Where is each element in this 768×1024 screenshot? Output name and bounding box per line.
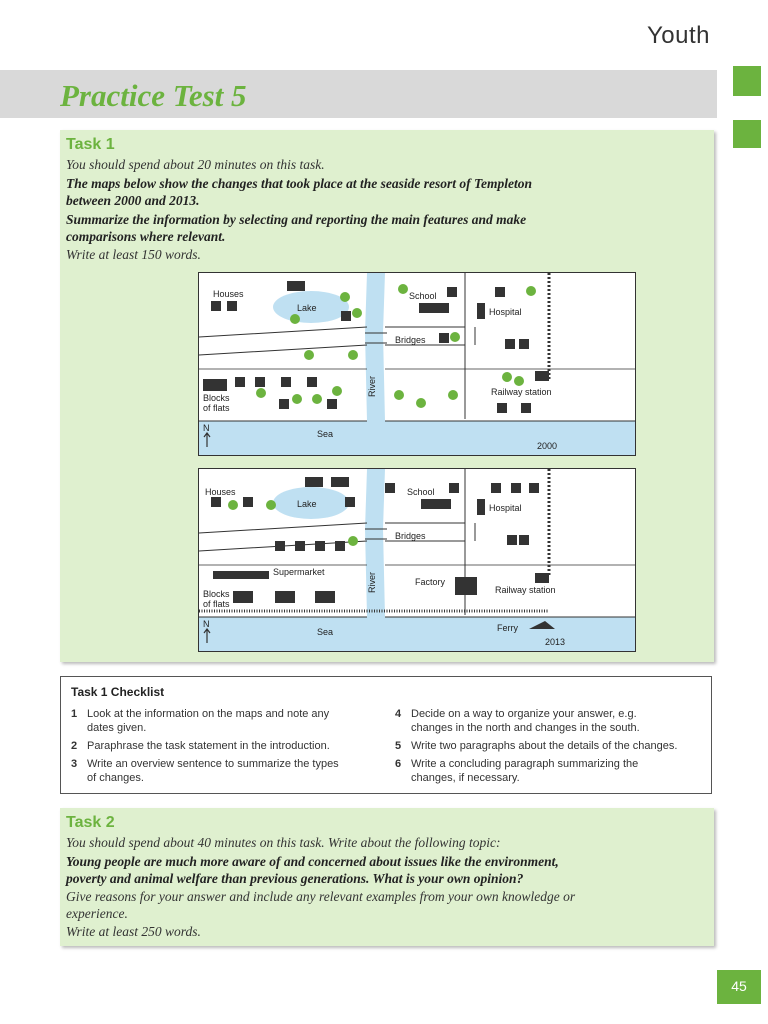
side-tab-marker xyxy=(733,66,761,96)
checklist-num: 4 xyxy=(395,708,402,720)
map-label-school: School xyxy=(409,291,437,301)
map-label-bridges: Bridges xyxy=(395,335,426,345)
checklist-item xyxy=(71,707,381,737)
checklist-num: 5 xyxy=(395,740,402,752)
checklist-text: of changes. xyxy=(87,772,144,784)
map-label-houses: Houses xyxy=(213,289,244,299)
task2-reasons: experience. xyxy=(66,906,128,921)
checklist-text: Write an overview sentence to summarize the types xyxy=(87,758,339,770)
checklist-item xyxy=(71,739,381,755)
map-label-lake: Lake xyxy=(297,303,317,313)
map-label-north: N xyxy=(203,423,210,433)
checklist-num: 2 xyxy=(71,740,78,752)
checklist-num: 3 xyxy=(71,758,78,770)
task1-prompt: comparisons where relevant. xyxy=(66,229,226,244)
map-label-houses: Houses xyxy=(205,487,236,497)
checklist-text: Paraphrase the task statement in the introduction. xyxy=(87,740,330,752)
map-label-lake: Lake xyxy=(297,499,317,509)
map-label-supermarket: Supermarket xyxy=(273,567,325,577)
checklist-text: changes, if necessary. xyxy=(411,772,520,784)
checklist-item xyxy=(71,757,381,787)
task2-word-count: Write at least 250 words. xyxy=(66,924,201,939)
side-tab-marker xyxy=(733,120,761,148)
checklist-text: Look at the information on the maps and note any xyxy=(87,708,330,720)
map-label-river: River xyxy=(367,571,377,593)
map-label-sea: Sea xyxy=(317,627,334,637)
task2-prompt: poverty and animal welfare than previous generations. What is your own opinion? xyxy=(66,871,524,886)
page-title: Practice Test 5 xyxy=(60,78,247,113)
task1-panel xyxy=(60,130,714,662)
map-label-railway: Railway station xyxy=(491,387,552,397)
checklist-text: dates given. xyxy=(87,722,147,734)
section-label: Youth xyxy=(646,22,710,49)
task1-heading: Task 1 xyxy=(66,136,115,153)
map-label-hospital: Hospital xyxy=(489,307,522,317)
task2-panel xyxy=(60,808,714,946)
map-label-north: N xyxy=(203,619,210,629)
map-label-flats: of flats xyxy=(203,599,230,609)
task1-prompt: between 2000 and 2013. xyxy=(66,193,200,208)
map-year: 2000 xyxy=(537,441,558,451)
map-label-hospital: Hospital xyxy=(489,503,522,513)
map-label-factory: Factory xyxy=(415,577,446,587)
task1-prompt: Summarize the information by selecting and reporting the main features and make xyxy=(66,212,527,227)
map-label-bridges: Bridges xyxy=(395,531,426,541)
task1-word-count: Write at least 150 words. xyxy=(66,247,201,262)
map-label-railway: Railway station xyxy=(495,585,556,595)
map-label-river: River xyxy=(367,375,377,397)
map-label-blocks: Blocks xyxy=(203,589,230,599)
map-label-sea: Sea xyxy=(317,429,334,439)
task2-time: You should spend about 40 minutes on this task. Write about the following topic: xyxy=(66,835,501,850)
task1-time: You should spend about 20 minutes on this task. xyxy=(66,157,325,172)
task2-prompt: Young people are much more aware of and concerned about issues like the environment, xyxy=(66,854,559,869)
checklist-item xyxy=(395,707,705,737)
checklist-num: 6 xyxy=(395,758,402,770)
task2-reasons: Give reasons for your answer and include any relevant examples from your own knowledge or xyxy=(66,889,576,904)
map-year: 2013 xyxy=(545,637,566,647)
task2-heading: Task 2 xyxy=(66,814,115,831)
checklist-text: changes in the north and changes in the south. xyxy=(411,722,640,734)
page-number: 45 xyxy=(717,970,761,1004)
map-label-flats: of flats xyxy=(203,403,230,413)
checklist-text: Write two paragraphs about the details of the changes. xyxy=(411,740,678,752)
checklist-text: Write a concluding paragraph summarizing the xyxy=(411,758,639,770)
map-label-blocks: Blocks xyxy=(203,393,230,403)
checklist-text: Decide on a way to organize your answer, e.g. xyxy=(411,708,637,720)
task1-prompt: The maps below show the changes that took place at the seaside resort of Templeton xyxy=(66,176,533,191)
checklist-item xyxy=(395,757,705,787)
checklist-item xyxy=(395,739,705,755)
task1-checklist xyxy=(60,676,712,794)
map-label-school: School xyxy=(407,487,435,497)
map-2000 xyxy=(198,272,636,456)
map-label-ferry: Ferry xyxy=(497,623,518,633)
map-2013 xyxy=(198,468,636,652)
checklist-num: 1 xyxy=(71,708,78,720)
checklist-title: Task 1 Checklist xyxy=(71,685,165,699)
